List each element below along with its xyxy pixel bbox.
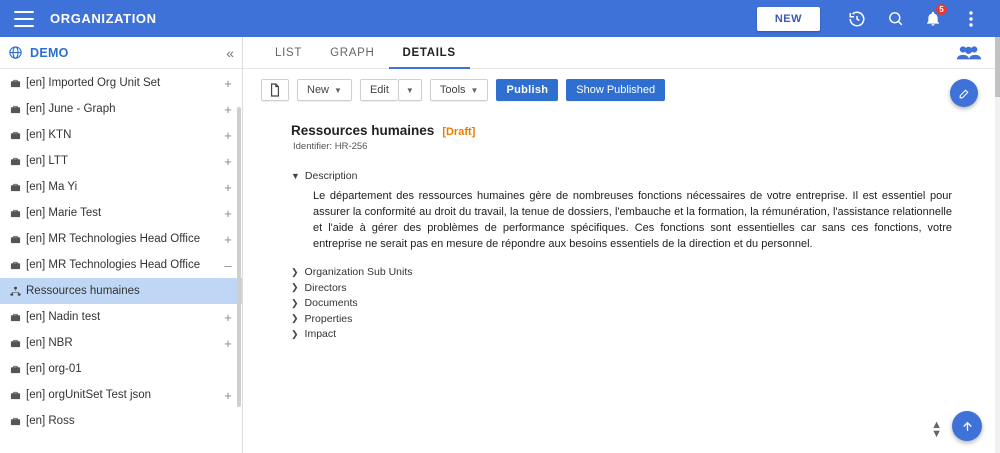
- briefcase-icon: [10, 416, 26, 427]
- tree-item-expander[interactable]: +: [224, 153, 232, 169]
- tree-item-expander[interactable]: –: [224, 257, 232, 273]
- tree-item-label: [en] Nadin test: [26, 311, 101, 323]
- tree-item[interactable]: [0, 70, 242, 96]
- chevron-right-icon: ❯: [291, 282, 299, 293]
- tree-item[interactable]: [0, 252, 242, 278]
- notifications-icon[interactable]: [918, 4, 948, 34]
- quick-action-button[interactable]: [950, 79, 978, 107]
- briefcase-icon: [10, 390, 26, 401]
- tree-item[interactable]: [0, 226, 242, 252]
- tree-item-label: [en] LTT: [26, 155, 68, 167]
- new-menu-label: New: [307, 84, 330, 96]
- tab-graph[interactable]: GRAPH: [330, 46, 375, 59]
- publish-button[interactable]: Publish: [496, 79, 558, 101]
- sidebar-header: [0, 37, 242, 69]
- briefcase-icon: [10, 364, 26, 375]
- document-section-header[interactable]: [291, 297, 952, 310]
- identifier-value: HR-256: [334, 141, 368, 152]
- chevron-down-icon: ▼: [405, 85, 414, 95]
- tree-item[interactable]: [0, 96, 242, 122]
- scroll-to-top-button[interactable]: [952, 411, 982, 441]
- history-icon[interactable]: [842, 4, 872, 34]
- chevron-down-icon: ▼: [470, 85, 479, 95]
- tree-item[interactable]: [0, 356, 242, 382]
- tools-label: Tools: [439, 84, 466, 96]
- identifier-label: Identifier:: [293, 141, 333, 152]
- document-section-header[interactable]: [291, 282, 952, 295]
- briefcase-icon: [10, 182, 26, 193]
- page-scrollbar[interactable]: [995, 37, 1000, 453]
- document-section-label: Documents: [304, 297, 358, 310]
- tree-item-label: [en] Ross: [26, 415, 75, 427]
- tree-item-expander[interactable]: +: [224, 387, 232, 403]
- briefcase-icon: [10, 130, 26, 141]
- tree-item[interactable]: [0, 278, 242, 304]
- collapse-sidebar-button[interactable]: «: [226, 44, 232, 61]
- document-content: [243, 109, 1000, 341]
- tree-item-label: [en] MR Technologies Head Office: [26, 259, 201, 271]
- briefcase-icon: [10, 78, 26, 89]
- tree-item-expander[interactable]: +: [224, 309, 232, 325]
- sidebar: [0, 37, 243, 453]
- edit-button[interactable]: [360, 79, 398, 101]
- people-icon[interactable]: [956, 44, 1000, 61]
- document-title: Ressources humaines: [291, 123, 435, 138]
- tree-item[interactable]: [0, 174, 242, 200]
- tree-item[interactable]: [0, 148, 242, 174]
- tree-item-label: [en] orgUnitSet Test json: [26, 389, 152, 401]
- document-section-label: Properties: [304, 312, 353, 325]
- chevron-down-icon: ▼: [291, 171, 300, 181]
- more-vertical-icon[interactable]: [956, 4, 986, 34]
- globe-icon: [8, 45, 23, 60]
- tree-item[interactable]: [0, 408, 242, 434]
- org-unit-tree[interactable]: [0, 70, 242, 453]
- tree-item-label: [en] June - Graph: [26, 103, 116, 115]
- description-section: [291, 170, 952, 252]
- tree-item-expander[interactable]: +: [224, 335, 232, 351]
- briefcase-icon: [10, 260, 26, 271]
- new-button[interactable]: NEW: [757, 7, 820, 31]
- tree-item[interactable]: [0, 200, 242, 226]
- tree-item-label: [en] Imported Org Unit Set: [26, 77, 161, 89]
- tree-item[interactable]: [0, 122, 242, 148]
- tree-item-expander[interactable]: +: [224, 127, 232, 143]
- document-section-label: Directors: [304, 281, 347, 294]
- document-section-header[interactable]: [291, 266, 952, 279]
- briefcase-icon: [10, 234, 26, 245]
- edit-more-button[interactable]: [398, 79, 422, 101]
- chevron-right-icon: ❯: [291, 297, 299, 308]
- tools-menu-button[interactable]: [430, 79, 489, 101]
- briefcase-icon: [10, 156, 26, 167]
- search-icon[interactable]: [880, 4, 910, 34]
- org-unit-icon: [10, 286, 26, 297]
- tree-item[interactable]: [0, 382, 242, 408]
- tree-item-label: [en] MR Technologies Head Office: [26, 233, 201, 245]
- tab-bar: [243, 37, 1000, 69]
- tree-item-expander[interactable]: +: [224, 205, 232, 221]
- chevron-right-icon: ❯: [291, 328, 299, 339]
- show-published-button[interactable]: Show Published: [566, 79, 665, 101]
- new-menu-button[interactable]: [297, 79, 352, 101]
- description-text: Le département des ressources humaines gère de nombreuses fonctions nécessaires de votre entreprise. Il est essentiel pour assurer la conformité au droit du travail, la tenue de dossiers, l'embauche et la formation, la rémunération, l'assistance relationnelle et l'aide à gérer des problèmes de performance spécifiques. Ces fonctions sont essentielles car sans ces fonctions, votre entreprise ne serait pas en mesure de répondre aux besoins essentiels de la direction et du personnel.: [313, 190, 952, 250]
- tree-item-label: [en] Ma Yi: [26, 181, 78, 193]
- collapsed-sections: [291, 266, 952, 341]
- tree-item-label: Ressources humaines: [26, 285, 140, 297]
- briefcase-icon: [10, 312, 26, 323]
- arrow-up-icon: ▲: [931, 419, 942, 431]
- main-panel: [243, 37, 1000, 453]
- status-badge: [Draft]: [442, 126, 476, 138]
- document-title-row: [291, 123, 952, 138]
- document-section-header[interactable]: [291, 328, 952, 341]
- tree-item[interactable]: [0, 304, 242, 330]
- document-toolbar: [243, 69, 1000, 109]
- tree-item-expander[interactable]: +: [224, 179, 232, 195]
- edit-button-group: [360, 79, 422, 101]
- tree-item-expander[interactable]: +: [224, 75, 232, 91]
- scroll-updown-control[interactable]: [931, 421, 942, 439]
- briefcase-icon: [10, 338, 26, 349]
- sidebar-scrollbar[interactable]: [237, 107, 241, 407]
- sidebar-title: DEMO: [30, 45, 69, 60]
- notification-badge: 5: [936, 4, 947, 15]
- tree-item-expander[interactable]: +: [224, 231, 232, 247]
- arrow-down-icon: ▼: [931, 428, 942, 440]
- tree-item-label: [en] NBR: [26, 337, 73, 349]
- tree-item-expander[interactable]: +: [224, 101, 232, 117]
- edit-label: Edit: [369, 84, 389, 96]
- description-section-label: Description: [304, 170, 358, 182]
- tree-item-label: [en] org-01: [26, 363, 82, 375]
- tree-item-label: [en] Marie Test: [26, 207, 102, 219]
- chevron-right-icon: ❯: [291, 313, 299, 324]
- app-bar: [0, 0, 1000, 37]
- document-icon[interactable]: [261, 79, 289, 101]
- chevron-right-icon: ❯: [291, 266, 299, 277]
- tab-details[interactable]: DETAILS: [389, 37, 470, 69]
- tree-item[interactable]: [0, 330, 242, 356]
- document-section-header[interactable]: [291, 313, 952, 326]
- page-title: ORGANIZATION: [50, 11, 157, 26]
- description-section-header[interactable]: [291, 170, 952, 182]
- hamburger-icon[interactable]: [14, 11, 34, 27]
- page-scrollbar-thumb[interactable]: [995, 37, 1000, 97]
- briefcase-icon: [10, 104, 26, 115]
- document-identifier: [293, 141, 952, 152]
- tree-item-label: [en] KTN: [26, 129, 72, 141]
- document-section-label: Organization Sub Units: [304, 266, 413, 279]
- briefcase-icon: [10, 208, 26, 219]
- tab-list[interactable]: LIST: [275, 46, 303, 59]
- chevron-down-icon: ▼: [334, 85, 342, 95]
- document-section-label: Impact: [304, 328, 337, 341]
